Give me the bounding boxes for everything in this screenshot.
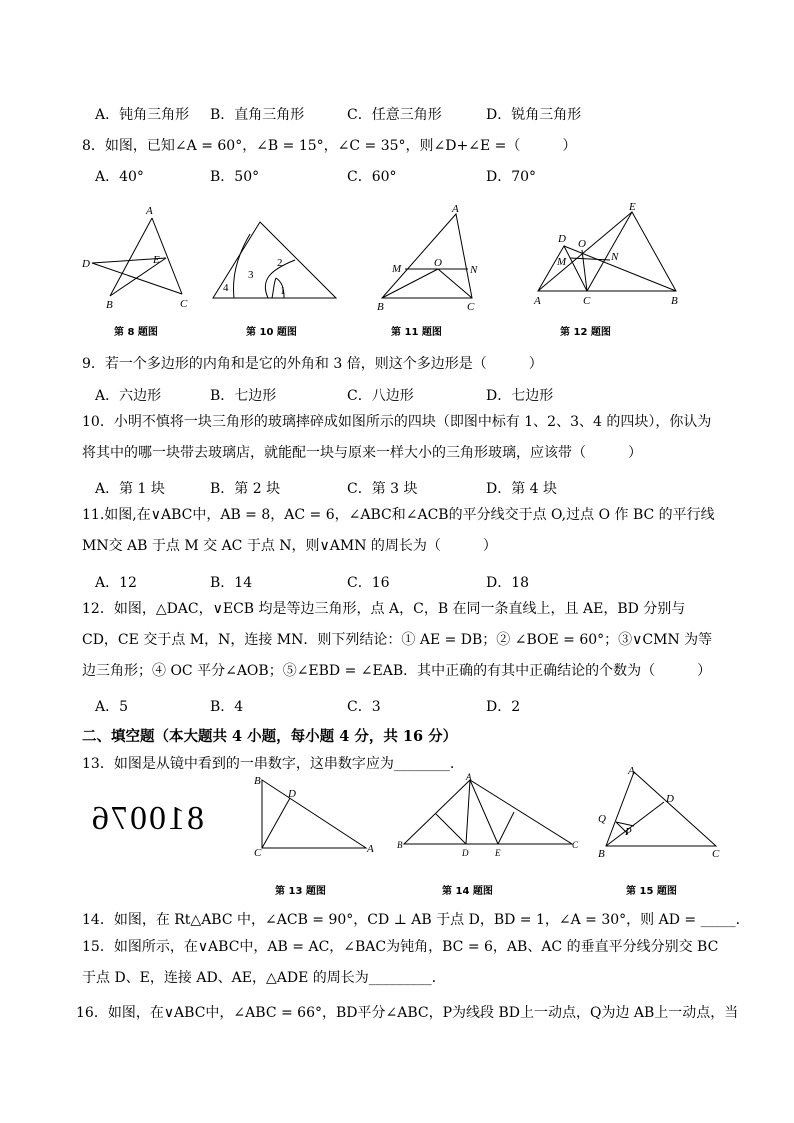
fig14-caption: 第 14 题图 [442,886,493,897]
fig11-label-m: M [392,263,402,275]
figure-11 [374,202,486,314]
q12-option-a: A．5 [95,699,129,715]
fig12-label-m: M [557,256,567,268]
q12-option-c: C．3 [347,699,381,715]
figure-13 [250,772,380,860]
q11-text: 11.如图,在∨ABC中，AB = 8，AC = 6，∠ABC和∠ACB的平分线交于点 O,过点 O 作 BC 的平行线MN交 AB 于点 M 交 AC 于点 N，则∨AMN 的周长为（ ） [82,507,715,554]
fig10-label-2: 2 [277,257,283,269]
fig13-caption: 第 13 题图 [275,886,326,897]
fig8-label-b: B [106,299,113,311]
fig12-label-e: E [629,201,636,213]
fig12-label-b: B [671,295,678,307]
fig13-label-a: A [367,843,374,855]
fig12-label-c: C [583,295,591,307]
q11-option-b: B．14 [210,575,253,591]
q9-option-b: B．七边形 [210,388,277,404]
figure-8 [80,200,200,315]
fig12-label-o: O [578,238,586,250]
q11-option-a: A．12 [95,575,137,591]
q10-text: 10．小明不慎将一块三角形的玻璃摔碎成如图所示的四块（即图中标有 1、2、3、4 的四块），你认为将其中的哪一块带去玻璃店，就能配一块与原来一样大小的三角形玻璃，应该带（ ） [82,414,712,461]
fig11-label-n: N [470,264,478,276]
mirrored-digits: 810076 [90,800,204,837]
figure-10 [210,218,342,302]
q11-option-d: D．18 [486,575,530,591]
q13-text: 13．如图是从镜中看到的一串数字，这串数字应为________. [82,756,455,772]
q10-option-b: B．第 2 块 [210,481,281,497]
fig10-label-3: 3 [248,269,254,281]
fig14-label-d: D [462,848,469,858]
fig8-label-a: A [146,205,153,217]
q10-option-c: C．第 3 块 [347,481,418,497]
q14-text: 14．如图，在 Rt△ABC 中，∠ACB = 90°，CD ⊥ AB 于点 D，BD = 1，∠A = 30°，则 AD = _____． [82,912,750,928]
q9-option-c: C．八边形 [347,388,414,404]
q12-option-b: B．4 [210,699,244,715]
q10-option-d: D．第 4 块 [486,481,558,497]
fig12-caption: 第 12 题图 [560,327,611,338]
q8-option-b: B．50° [210,169,260,185]
q9-option-d: D．七边形 [486,388,554,404]
figure-15 [594,760,724,862]
fig15-caption: 第 15 题图 [626,886,677,897]
q10-option-a: A．第 1 块 [95,481,165,497]
section-2-title: 二、填空题（本大题共 4 小题，每小题 4 分，共 16 分） [82,728,458,745]
q12-text: 12．如图，△DAC，∨ECB 均是等边三角形，点 A，C，B 在同一条直线上，且 AE，BD 分别与 CD，CE 交于点 M，N，连接 MN．则下列结论：① AE = DB；② ∠BOE = 60°；③∨CMN 为等边三角形；④ OC 平分∠AOB；⑤∠EBD = ∠EAB．其中正确的有其中正确结论的个数为（ ） [82,601,713,679]
fig10-caption: 第 10 题图 [246,327,297,338]
q8-option-d: D．70° [486,169,537,185]
fig12-label-d: D [558,233,566,245]
q12-option-d: D．2 [486,699,521,715]
fig13-label-d: D [288,788,296,800]
fig8-label-e: E [153,254,160,266]
q15-text: 15．如图所示，在∨ABC中，AB = AC，∠BAC为钝角，BC = 6，AB、AC 的垂直平分线分别交 BC于点 D、E，连接 AD、AE，△ADE 的周长为_________． [82,939,719,986]
fig11-caption: 第 11 题图 [391,327,442,338]
fig15-label-d: D [666,793,674,805]
q8-text: 8．如图，已知∠A = 60°，∠B = 15°，∠C = 35°，则∠D+∠E =（ ） [82,138,577,154]
fig14-label-c: C [572,840,579,850]
fig14-label-a: A [466,772,472,782]
fig15-label-b: B [598,848,605,860]
q8-option-c: C．60° [347,169,397,185]
fig10-label-4: 4 [223,282,229,294]
q16-text: 16．如图，在∨ABC中，∠ABC = 66°，BD平分∠ABC，P为线段 BD上一动点，Q为边 AB上一动点，当 [76,1005,739,1021]
fig14-label-b: B [397,840,403,850]
fig10-label-1: 1 [280,285,286,297]
fig13-label-c: C [254,847,262,859]
fig8-label-c: C [180,298,188,310]
q7-option-a: A．钝角三角形 [95,107,190,123]
fig11-label-c: C [467,301,475,313]
fig12-label-a: A [534,295,541,307]
q9-text: 9．若一个多边形的内角和是它的外角和 3 倍，则这个多边形是（ ） [82,356,543,372]
fig15-label-q: Q [598,813,606,825]
figure-12 [530,200,682,310]
q7-option-d: D．锐角三角形 [486,107,582,123]
fig15-label-a: A [628,765,635,777]
q7-option-b: B．直角三角形 [210,107,305,123]
fig8-label-d: D [82,258,90,270]
fig11-label-b: B [377,301,384,313]
q11-option-c: C．16 [347,575,390,591]
q7-option-c: C．任意三角形 [347,107,442,123]
fig11-label-o: O [434,257,442,269]
fig12-label-n: N [611,251,619,263]
fig15-label-p: P [625,826,632,838]
fig15-label-c: C [712,848,720,860]
fig8-caption: 第 8 题图 [114,327,158,338]
q9-option-a: A．六边形 [95,388,162,404]
fig13-label-b: B [254,775,261,787]
fig14-label-e: E [495,848,501,858]
figure-14 [396,772,582,858]
q8-option-a: A．40° [95,169,144,185]
fig11-label-a: A [452,203,459,215]
